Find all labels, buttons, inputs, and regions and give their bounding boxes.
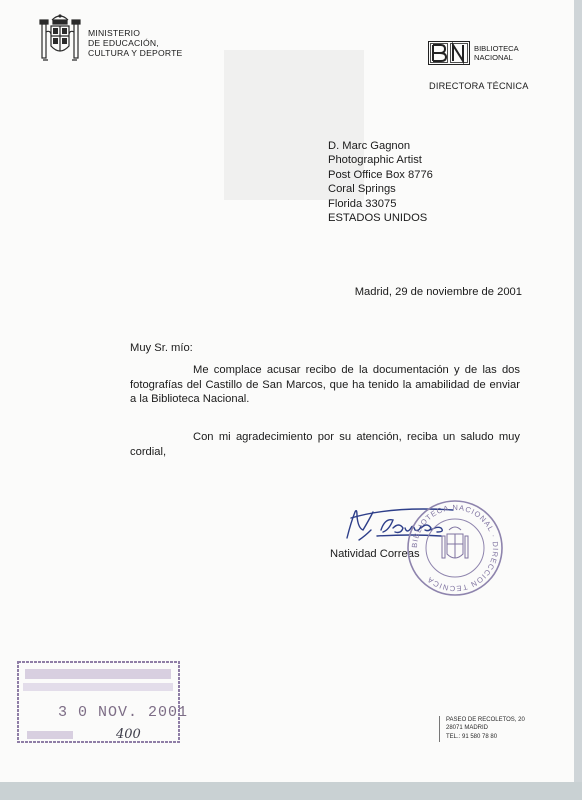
library-name <box>474 44 519 62</box>
footer-divider <box>439 716 440 742</box>
recipient-name: D. Marc Gagnon <box>328 140 411 152</box>
salutation: Muy Sr. mío: <box>130 342 193 354</box>
footer-phone: TEL.: 91 580 78 80 <box>446 733 498 740</box>
ministry-line-3: CULTURA Y DEPORTE <box>88 48 183 59</box>
ministry-line-2: DE EDUCACIÓN, <box>88 38 159 49</box>
library-name-line-2: NACIONAL <box>474 53 513 62</box>
footer-address <box>446 716 525 741</box>
footer-city: 28071 MADRID <box>446 725 489 732</box>
letter-date: Madrid, 29 de noviembre de 2001 <box>354 286 522 298</box>
body-paragraph-2: Con mi agradecimiento por su atención, reciba un saludo muy cordial, <box>130 431 520 458</box>
scan-edge-right <box>574 0 582 800</box>
scan-edge-bottom <box>0 782 582 800</box>
ministry-name <box>88 28 182 59</box>
registration-number: 400 <box>116 727 141 742</box>
signer-name: Natividad Correas <box>330 548 420 560</box>
recipient-country: ESTADOS UNIDOS <box>328 212 428 225</box>
recipient-state-zip: Florida 33075 <box>328 197 397 210</box>
recipient-address <box>328 139 433 225</box>
seal-text: BIBLIOTECA NACIONAL · DIRECCION TECNICA <box>409 502 501 594</box>
registration-date: 3 0 NOV. 2001 <box>58 704 189 721</box>
ministry-line-1: MINISTERIO <box>88 28 141 38</box>
coat-of-arms-icon <box>38 10 82 68</box>
recipient-city: Coral Springs <box>328 183 396 196</box>
footer-street: PASEO DE RECOLETOS, 20 <box>446 717 525 723</box>
recipient-title: Photographic Artist <box>328 154 422 167</box>
registration-stamp <box>17 661 180 743</box>
department-title: DIRECTORA TÉCNICA <box>429 81 529 91</box>
body-paragraph-1: Me complace acusar recibo de la documentación y de las dos fotografías del Castillo de San Marcos, que ha tenido la amabilidad de enviar a la Biblioteca Nacional. <box>130 364 520 406</box>
recipient-po-box: Post Office Box 8776 <box>328 168 433 181</box>
library-name-line-1: BIBLIOTECA <box>474 44 519 53</box>
library-logo-icon <box>428 41 470 65</box>
official-seal <box>405 498 505 598</box>
